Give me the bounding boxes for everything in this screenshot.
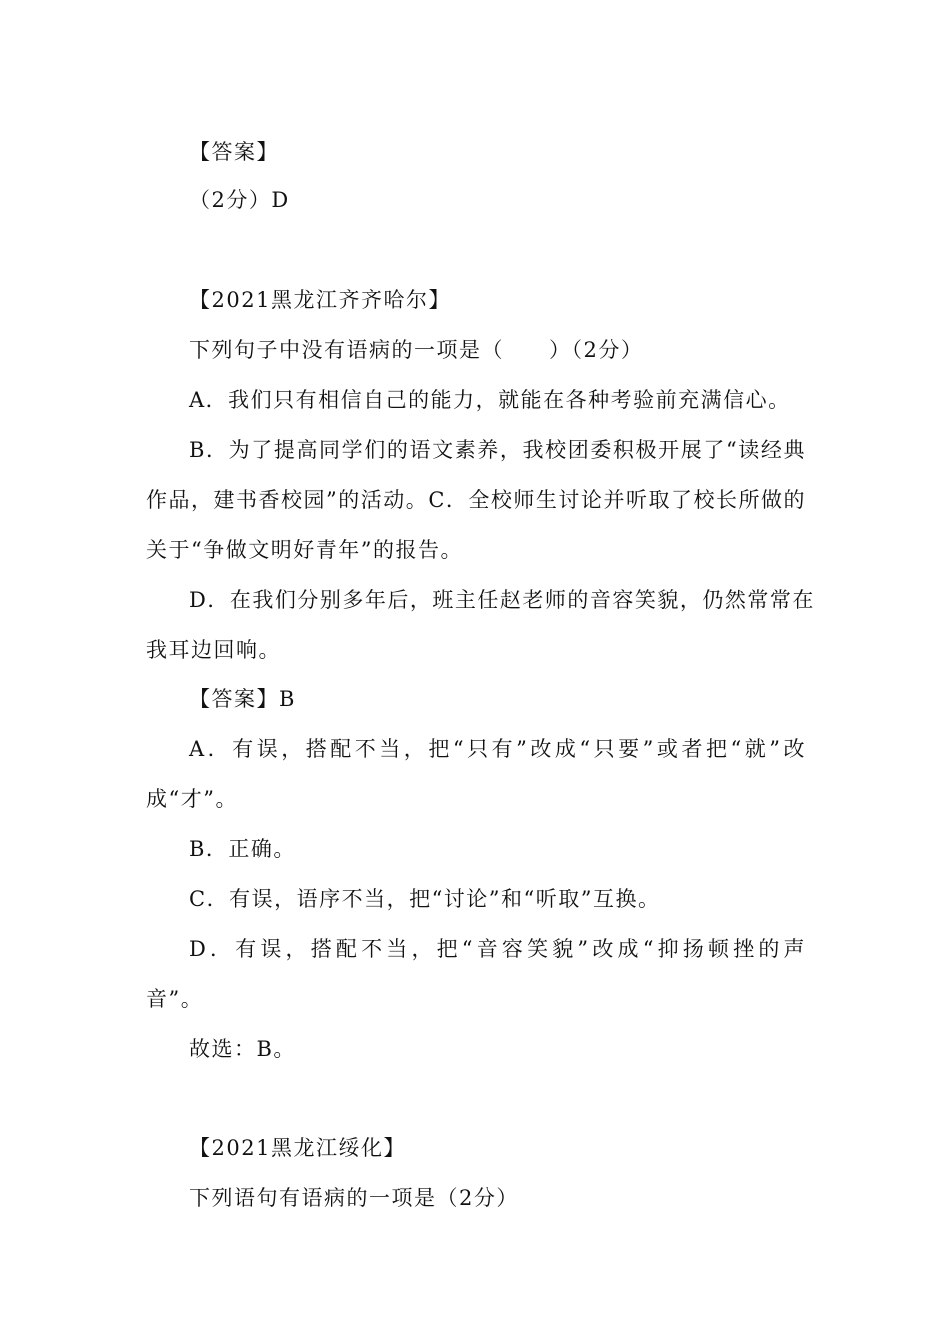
explanation-d-line-2: 音”。: [146, 987, 204, 1011]
option-b-line-2: 作品，建书香校园”的活动。C．全校师生讨论并听取了校长所做的: [146, 488, 806, 512]
explanation-d-line-1: D．有误，搭配不当，把“音容笑貌”改成“抑扬顿挫的声: [189, 937, 806, 961]
question-stem: 下列句子中没有语病的一项是（ ）（2分）: [189, 338, 644, 362]
option-d-line-2: 我耳边回响。: [146, 638, 281, 662]
explanation-b: B．正确。: [189, 837, 296, 861]
question-2-stem: 下列语句有语病的一项是（2分）: [189, 1186, 519, 1210]
question-2-source: 【2021黑龙江绥化】: [189, 1136, 406, 1160]
option-b-line-3: 关于“争做文明好青年”的报告。: [146, 538, 463, 562]
explanation-c: C．有误，语序不当，把“讨论”和“听取”互换。: [189, 887, 661, 911]
explanation-a-line-1: A．有误，搭配不当，把“只有”改成“只要”或者把“就”改: [189, 737, 806, 761]
answer-text: （2分）D: [189, 188, 290, 212]
option-b-line-1: B．为了提高同学们的语文素养，我校团委积极开展了“读经典: [189, 438, 806, 462]
question-source: 【2021黑龙江齐齐哈尔】: [189, 288, 451, 312]
explanation-a-line-2: 成“才”。: [146, 787, 238, 811]
answer-label: 【答案】: [189, 140, 279, 164]
option-a: A．我们只有相信自己的能力，就能在各种考验前充满信心。: [189, 388, 791, 412]
answer: 【答案】B: [189, 687, 296, 711]
option-d-line-1: D．在我们分别多年后，班主任赵老师的音容笑貌，仍然常常在: [189, 588, 815, 612]
conclusion: 故选：B。: [189, 1037, 296, 1061]
